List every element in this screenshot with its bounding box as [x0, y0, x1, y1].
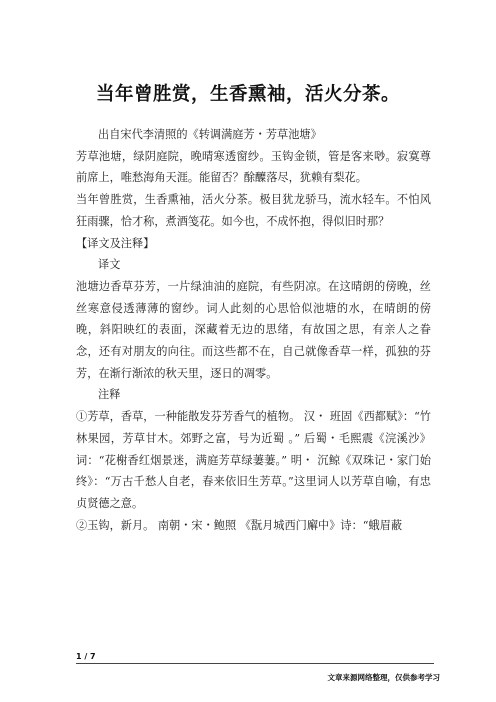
- note-1: ①芳草，香草，一种能散发芬芳香气的植物。 汉・ 班固《西都赋》：“竹林果园，芳草甘木。郊野之富，号为近蜀 。” 后蜀・毛熙震《浣溪沙》词：“花榭香红烟景迷，满庭芳草绿萋萋。” 明・ 沉鲸《双珠记・家门始终》：“万古千愁人自老，春来依旧生芳草。”这里词人以芳草自喻，有忠贞贤德之意。: [76, 410, 431, 510]
- translation-text: 池塘边香草芬芳，一片绿油油的庭院，有些阴凉。在这晴朗的傍晚，丝丝寒意侵透薄薄的窗纱。词人此刻的心思恰似池塘的水，在晴朗的傍晚，斜阳映红的表面，深藏着无边的思绪，有故国之思，有亲人之眷念，还有对朋友的向往。而这些都不在，自己就像香草一样，孤独的芬芳，在渐行渐浓的秋天里，逐日的凋零。: [76, 279, 431, 380]
- document-body: [76, 124, 431, 536]
- poem-stanza-2: 当年曾胜赏，生香熏袖，活火分茶。极目犹龙骄马，流水轻车。不怕风狂雨骤，恰才称，煮酒笺花。如今也，不成怀抱，得似旧时那？: [76, 193, 431, 228]
- notes-heading: 注释: [98, 388, 121, 402]
- page-number: 1 / 7: [76, 652, 96, 661]
- document-title: 当年曾胜赏，生香熏袖，活火分茶。: [95, 84, 400, 105]
- footer-note: 文章来源网络整理，仅供参考学习: [327, 673, 440, 682]
- translation-heading: 译文: [98, 258, 121, 272]
- section-header: 【译文及注释】: [76, 236, 155, 250]
- source-line: 出自宋代李清照的《转调满庭芳・芳草池塘》: [98, 128, 322, 141]
- note-2: ②玉钩，新月。 南朝・宋・鲍照 《翫月城西门廨中》诗：“蛾眉蔽: [76, 518, 403, 532]
- poem-stanza-1: 芳草池塘，绿阴庭院，晚晴寒透窗纱。玉钩金锁，管是客来唦。寂寞尊前席上，唯愁海角天涯。能留否？酴醾落尽，犹赖有梨花。: [76, 149, 431, 185]
- footer-divider: [76, 663, 434, 664]
